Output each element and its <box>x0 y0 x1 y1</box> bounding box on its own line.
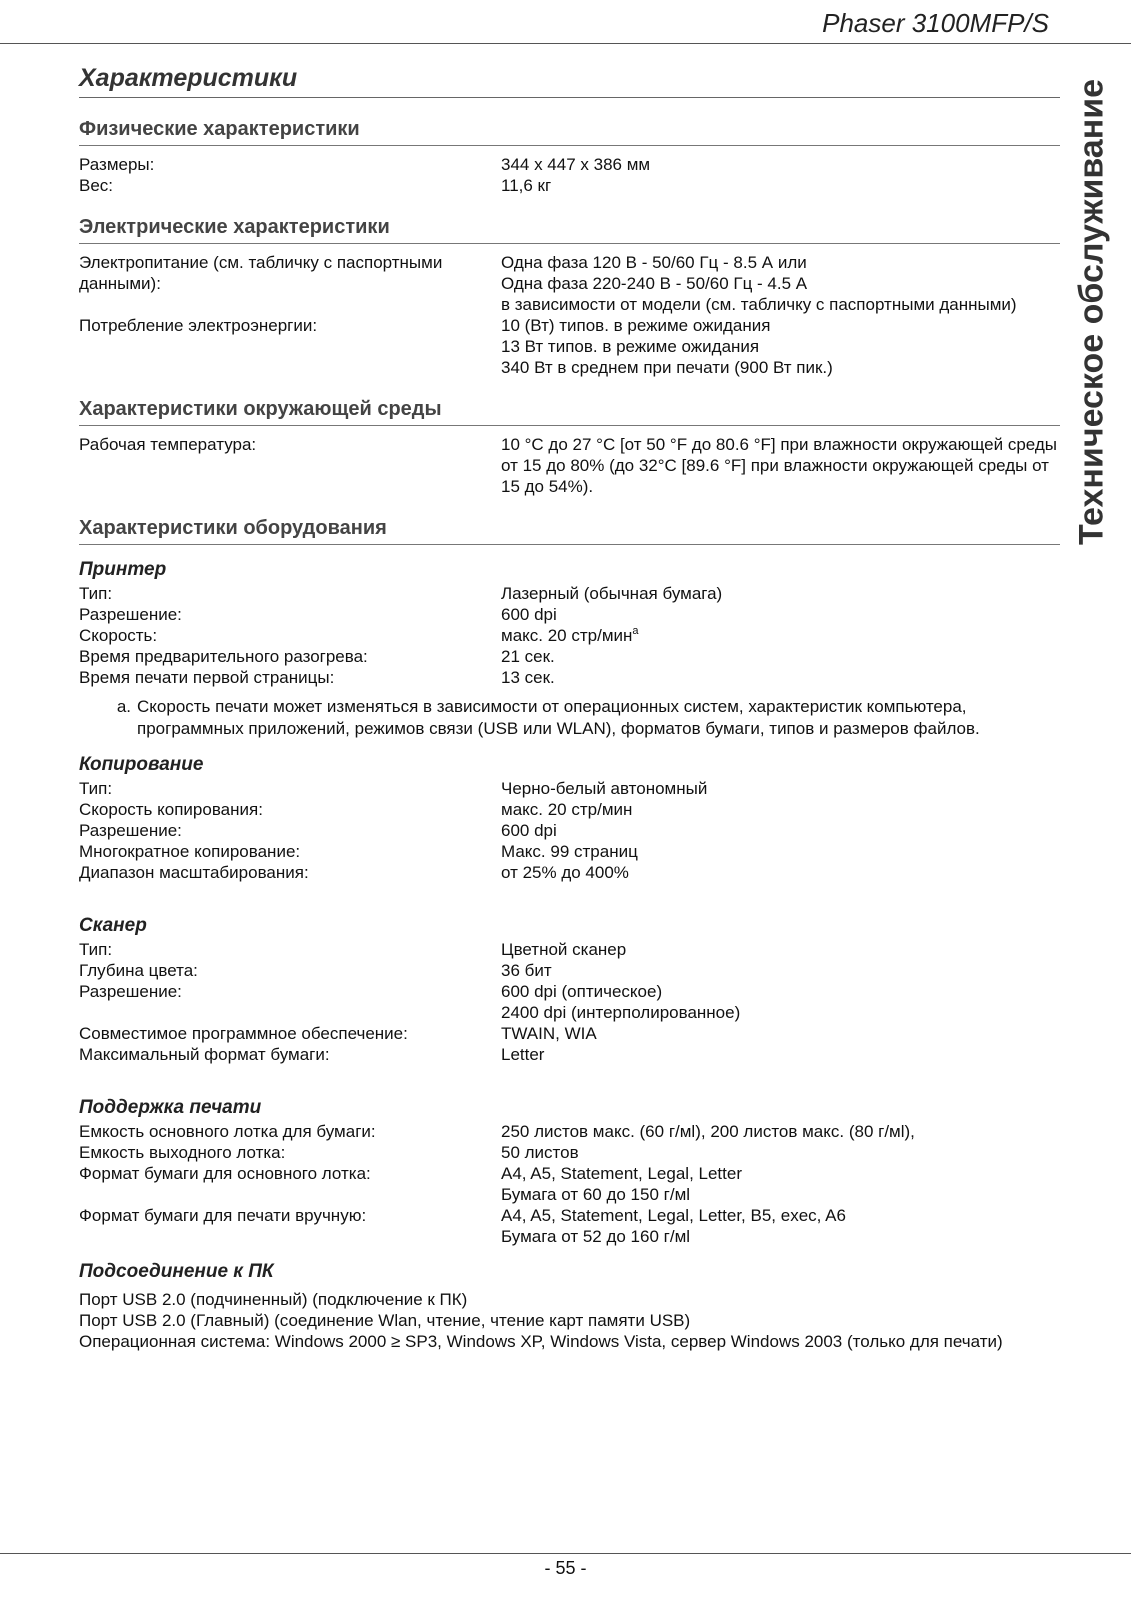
spec-row <box>79 1205 1060 1247</box>
spec-value-line <box>501 778 1060 799</box>
spec-label: Максимальный формат бумаги: <box>79 1045 330 1064</box>
subsection-title-copy: Копирование <box>79 754 204 775</box>
spec-value <box>501 175 1060 196</box>
spec-value-line <box>501 175 1060 196</box>
page-title: Характеристики <box>79 64 1060 98</box>
spec-value-text: 250 листов макс. (60 г/мl), 200 листов макс. (80 г/мl), <box>501 1122 915 1141</box>
spec-row <box>79 646 1060 667</box>
spec-row <box>79 434 1060 497</box>
section-title-environment: Характеристики окружающей среды <box>79 398 1060 426</box>
subsection-title-paper: Поддержка печати <box>79 1097 262 1118</box>
spec-label: Диапазон масштабирования: <box>79 863 309 882</box>
footnote-mark: a. <box>116 697 131 716</box>
footnote <box>79 696 1060 740</box>
spec-row <box>79 778 1060 799</box>
spec-value-line <box>501 1044 1060 1065</box>
spec-value <box>501 646 1060 667</box>
spec-value <box>501 841 1060 862</box>
spec-value <box>501 604 1060 625</box>
spec-value-text: 600 dpi <box>501 821 557 840</box>
spec-label: Емкость основного лотка для бумаги: <box>79 1122 376 1141</box>
spec-value-line <box>501 841 1060 862</box>
subsection-title-printer: Принтер <box>79 559 167 580</box>
spec-value-line <box>501 667 1060 688</box>
spec-value-text: A4, A5, Statement, Legal, Letter <box>501 1164 742 1183</box>
spec-value-text: 344 x 447 x 386 мм <box>501 155 651 174</box>
spec-label: Вес: <box>79 176 114 195</box>
spec-value-text: 600 dpi (оптическое) <box>501 982 663 1001</box>
spec-value <box>501 862 1060 883</box>
spec-value-line <box>501 1226 1060 1247</box>
spec-value-line <box>501 646 1060 667</box>
spec-label: Формат бумаги для основного лотка: <box>79 1164 371 1183</box>
spec-label: Совместимое программное обеспечение: <box>79 1024 408 1043</box>
spec-value-text: Letter <box>501 1045 545 1064</box>
spec-label: Разрешение: <box>79 982 182 1001</box>
spec-value-text: 50 листов <box>501 1143 579 1162</box>
spec-value-line <box>501 820 1060 841</box>
spec-value-line <box>501 862 1060 883</box>
spec-row <box>79 154 1060 175</box>
spec-value-line <box>501 960 1060 981</box>
spec-value-line <box>501 154 1060 175</box>
spec-value <box>501 939 1060 960</box>
spec-label: Электропитание (см. табличку с паспортными данными): <box>79 253 443 293</box>
spec-value <box>501 154 1060 175</box>
footnote-ref: a <box>632 625 639 637</box>
spec-table-environment <box>79 434 1060 497</box>
spec-value-text: 21 сек. <box>501 647 555 666</box>
side-tab-label: Техническое обслуживание <box>1072 78 1111 546</box>
spec-value-text: в зависимости от модели (см. табличку с паспортными данными) <box>501 295 1017 314</box>
spec-table-electrical <box>79 252 1060 378</box>
spec-value-text: от 25% до 400% <box>501 863 629 882</box>
spec-value <box>501 799 1060 820</box>
spec-value <box>501 1121 1060 1142</box>
spec-label: Формат бумаги для печати вручную: <box>79 1206 367 1225</box>
spec-value <box>501 315 1060 378</box>
page-content <box>79 64 1060 1352</box>
spec-value <box>501 625 1060 646</box>
spec-label: Многократное копирование: <box>79 842 301 861</box>
spec-value-line <box>501 434 1060 497</box>
text-line: Порт USB 2.0 (Главный) (соединение Wlan, чтение, чтение карт памяти USB) <box>79 1311 691 1330</box>
spec-label: Рабочая температура: <box>79 435 257 454</box>
spec-value-text: макс. 20 стр/мин <box>501 800 633 819</box>
spec-value-text: 11,6 кг <box>501 176 552 195</box>
spec-value-text: Макс. 99 страниц <box>501 842 638 861</box>
subsection-title-scanner: Сканер <box>79 915 147 936</box>
spec-value <box>501 1163 1060 1205</box>
spec-row <box>79 604 1060 625</box>
spec-table-copy <box>79 778 1060 883</box>
spec-value-line <box>501 604 1060 625</box>
spec-value-text: 13 сек. <box>501 668 555 687</box>
spec-value-line <box>501 315 1060 336</box>
spec-label: Потребление электроэнергии: <box>79 316 318 335</box>
section-title-electrical: Электрические характеристики <box>79 216 1060 244</box>
spec-value <box>501 1205 1060 1247</box>
spec-value-text: 10 °C до 27 °C [от 50 °F до 80.6 °F] при влажности окружающей среды от 15 до 80% (до 32°C [89.6 °F] при влажности окружающей среды от 15 до 54%). <box>501 435 1058 496</box>
spec-value-text: 600 dpi <box>501 605 557 624</box>
document-header-title: Phaser 3100MFP/S <box>822 8 1049 38</box>
spec-value-line <box>501 1002 1060 1023</box>
spec-row <box>79 315 1060 378</box>
spec-value-line <box>501 1163 1060 1184</box>
spec-value-text: Бумага от 52 до 160 г/мl <box>501 1227 691 1246</box>
spec-value-line <box>501 294 1060 315</box>
spec-value-line <box>501 252 1060 273</box>
spec-row <box>79 1121 1060 1142</box>
spec-row <box>79 799 1060 820</box>
spec-value-line <box>501 1023 1060 1044</box>
spec-value-text: Лазерный (обычная бумага) <box>501 584 723 603</box>
spec-label: Скорость копирования: <box>79 800 263 819</box>
footnote-text: Скорость печати может изменяться в зависимости от операционных систем, характеристик компьютера, программных приложений, режимов связи (USB или WLAN), форматов бумаги, типов и размеров файлов. <box>137 697 980 738</box>
spec-table-physical <box>79 154 1060 196</box>
spec-label: Скорость: <box>79 626 158 645</box>
page-number: - 55 - <box>544 1558 587 1578</box>
spec-value-line <box>501 273 1060 294</box>
spec-table-printer <box>79 583 1060 688</box>
spec-value <box>501 960 1060 981</box>
spec-row <box>79 625 1060 646</box>
spec-value-line <box>501 336 1060 357</box>
spec-label: Тип: <box>79 584 113 603</box>
spec-value-text: Цветной сканер <box>501 940 627 959</box>
spec-label: Глубина цвета: <box>79 961 198 980</box>
spec-table-paper <box>79 1121 1060 1247</box>
spec-value-line <box>501 1184 1060 1205</box>
section-title-physical: Физические характеристики <box>79 118 1060 146</box>
spec-value-text: 10 (Вт) типов. в режиме ожидания <box>501 316 771 335</box>
spec-row <box>79 981 1060 1023</box>
spec-value-text: 2400 dpi (интерполированное) <box>501 1003 741 1022</box>
text-line: Порт USB 2.0 (подчиненный) (подключение к ПК) <box>79 1290 468 1309</box>
subsection-title-pc: Подсоединение к ПК <box>79 1261 274 1282</box>
spec-label: Время печати первой страницы: <box>79 668 335 687</box>
spec-label: Емкость выходного лотка: <box>79 1143 286 1162</box>
spec-value-text: 13 Вт типов. в режиме ожидания <box>501 337 760 356</box>
spec-row <box>79 960 1060 981</box>
spec-value-line <box>501 583 1060 604</box>
pc-connection-text <box>79 1289 1060 1352</box>
spec-value-line <box>501 357 1060 378</box>
spec-row <box>79 1023 1060 1044</box>
spec-value <box>501 778 1060 799</box>
spec-row <box>79 820 1060 841</box>
spec-label: Размеры: <box>79 155 155 174</box>
spec-value <box>501 1142 1060 1163</box>
spec-value <box>501 252 1060 315</box>
spec-row <box>79 175 1060 196</box>
section-title-equipment: Характеристики оборудования <box>79 517 1060 545</box>
spec-value-line <box>501 1205 1060 1226</box>
footer-divider <box>0 1553 1131 1554</box>
spec-row <box>79 667 1060 688</box>
spec-value-text: Черно-белый автономный <box>501 779 708 798</box>
spec-value-text: TWAIN, WIA <box>501 1024 597 1043</box>
spec-row <box>79 1142 1060 1163</box>
spec-table-scanner <box>79 939 1060 1065</box>
spec-label: Разрешение: <box>79 605 182 624</box>
spec-value-text: 36 бит <box>501 961 552 980</box>
spec-value-text: макс. 20 стр/мин <box>501 626 633 645</box>
spec-row <box>79 939 1060 960</box>
spec-value <box>501 1023 1060 1044</box>
spec-label: Время предварительного разогрева: <box>79 647 368 666</box>
spec-value-line <box>501 981 1060 1002</box>
spec-row <box>79 841 1060 862</box>
spec-row <box>79 583 1060 604</box>
spec-value <box>501 820 1060 841</box>
spec-row <box>79 252 1060 315</box>
spec-label: Разрешение: <box>79 821 182 840</box>
spec-row <box>79 1163 1060 1205</box>
header-divider <box>0 43 1131 44</box>
spec-row <box>79 1044 1060 1065</box>
spec-value-line <box>501 939 1060 960</box>
text-line: Операционная система: Windows 2000 ≥ SP3, Windows XP, Windows Vista, сервер Windows 2003 (только для печати) <box>79 1332 1003 1351</box>
spec-value-line <box>501 799 1060 820</box>
spec-value-line <box>501 1142 1060 1163</box>
spec-value <box>501 667 1060 688</box>
spec-value <box>501 583 1060 604</box>
spec-value-text: 340 Вт в среднем при печати (900 Вт пик.) <box>501 358 833 377</box>
spec-value <box>501 981 1060 1023</box>
spec-label: Тип: <box>79 940 113 959</box>
spec-value-line <box>501 1121 1060 1142</box>
spec-value-line <box>501 625 1060 646</box>
spec-value-text: Одна фаза 220-240 В - 50/60 Гц - 4.5 А <box>501 274 808 293</box>
spec-value <box>501 1044 1060 1065</box>
spec-value-text: A4, A5, Statement, Legal, Letter, B5, exec, A6 <box>501 1206 846 1225</box>
spec-label: Тип: <box>79 779 113 798</box>
spec-value-text: Бумага от 60 до 150 г/мl <box>501 1185 691 1204</box>
spec-row <box>79 862 1060 883</box>
spec-value <box>501 434 1060 497</box>
side-tab <box>1072 72 1112 552</box>
spec-value-text: Одна фаза 120 В - 50/60 Гц - 8.5 А или <box>501 253 807 272</box>
